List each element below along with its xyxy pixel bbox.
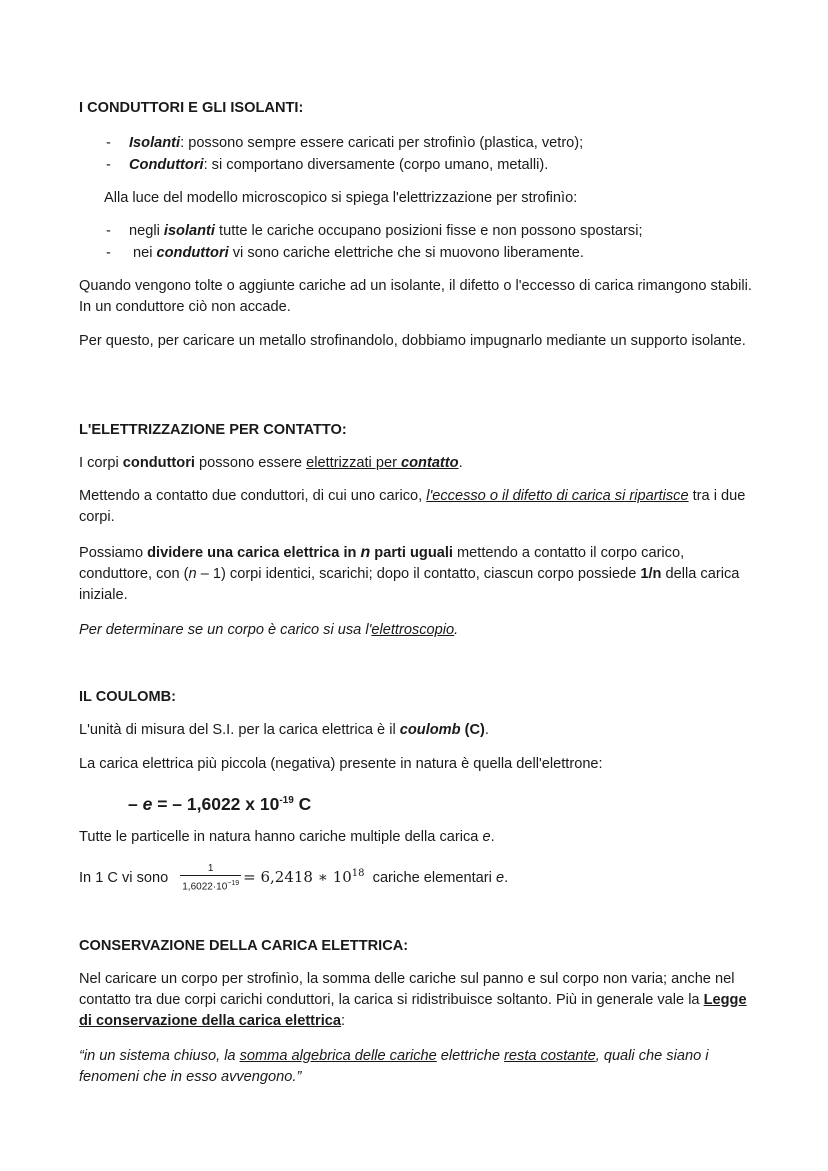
list-item: - nei conduttori vi sono cariche elettriche che si muovono liberamente. xyxy=(79,243,759,265)
heading-conduttori-isolanti: I CONDUTTORI E GLI ISOLANTI: xyxy=(79,100,304,116)
paragraph-contatto-due-conduttori: Mettendo a contatto due conduttori, di cui uno carico, l'eccesso o il difetto di carica si ripartisce tra i due corpi. xyxy=(79,488,746,525)
heading-elettrizzazione-contatto: L'ELETTRIZZAZIONE PER CONTATTO: xyxy=(79,422,347,438)
heading-coulomb: IL COULOMB: xyxy=(79,689,177,705)
paragraph-dividere-carica: Possiamo dividere una carica elettrica in n parti uguali mettendo a contatto il corpo carico, conduttore, con (n – 1) corpi identici, scarichi; dopo il contatto, ciascun corpo possiede 1/n della carica iniziale. xyxy=(79,544,740,603)
paragraph-cariche-multiple: Tutte le particelle in natura hanno cariche multiple della carica e. xyxy=(79,829,495,845)
quote-legge-conservazione: “in un sistema chiuso, la somma algebrica delle cariche elettriche resta costante, quali che siano i fenomeni che in esso avvengono.” xyxy=(79,1048,709,1085)
paragraph-elettroscopio: Per determinare se un corpo è carico si usa l'elettroscopio. xyxy=(79,622,459,638)
heading-conservazione-carica: CONSERVAZIONE DELLA CARICA ELETTRICA: xyxy=(79,938,409,954)
paragraph-corpi-conduttori: I corpi conduttori possono essere elettrizzati per contatto. xyxy=(79,455,463,471)
paragraph-unita-misura: L'unità di misura del S.I. per la carica elettrica è il coulomb (C). xyxy=(79,722,489,738)
paragraph-carica-elettrone: La carica elettrica più piccola (negativa) presente in natura è quella dell'elettrone: xyxy=(79,756,603,772)
list-isolanti-conduttori xyxy=(79,133,759,177)
list-microscopico xyxy=(79,221,759,265)
fraction: $\frac{1}{1,6022\cdot 10^{-19}}$ xyxy=(182,862,240,893)
paragraph-isolante: Quando vengono tolte o aggiunte cariche ad un isolante, il difetto o l'eccesso di carica rimangono stabili. In un conduttore ciò non accade. xyxy=(79,278,752,315)
paragraph-cariche-elementari: In 1 C vi sono $\frac{1}{1,6022\cdot 10^{-19}}$ = 6,2418 ∗ $10^{18}$ cariche elementari e. xyxy=(79,862,509,893)
list-item: - Conduttori: si comportano diversamente (corpo umano, metalli). xyxy=(79,155,759,177)
intro-modello-microscopico: Alla luce del modello microscopico si spiega l'elettrizzazione per strofinìo: xyxy=(104,190,578,206)
list-item: - negli isolanti tutte le cariche occupano posizioni fisse e non possono spostarsi; xyxy=(79,221,759,243)
formula-carica-elettrone: – e = – 1,6022 x $10^{-19}$ C xyxy=(128,793,312,814)
paragraph-conservazione: Nel caricare un corpo per strofinìo, la somma delle cariche sul panno e sul corpo non varia; anche nel contatto tra due corpi carichi conduttori, la carica si ridistribuisce soltanto. Più in generale vale la Legge di conservazione della carica elettrica: xyxy=(79,971,747,1029)
paragraph-metallo: Per questo, per caricare un metallo strofinandolo, dobbiamo impugnarlo mediante un supporto isolante. xyxy=(79,333,746,349)
list-item: - Isolanti: possono sempre essere caricati per strofinìo (plastica, vetro); xyxy=(79,133,759,155)
